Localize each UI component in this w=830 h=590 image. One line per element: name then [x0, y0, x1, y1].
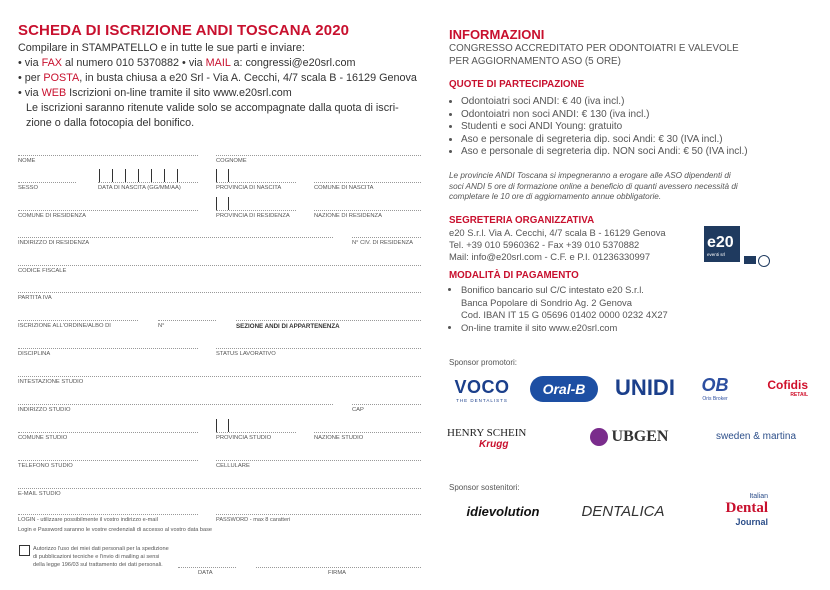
password-label: PASSWORD - max 8 caratteri: [216, 517, 291, 523]
nazione-studio-field[interactable]: [314, 432, 421, 433]
cap-label: CAP: [352, 407, 364, 413]
cofidis-logo: Cofidis RETAIL: [767, 378, 808, 398]
list-item: • On-line tramite il sito www.e20srl.com: [461, 322, 668, 335]
oralb-logo: Oral-B: [530, 376, 598, 402]
intro-fax-mail: • via FAX al numero 010 5370882 • via MAIL a: congressi@e20srl.com: [18, 57, 356, 69]
henryschein-logo: HENRY SCHEIN Krugg: [447, 426, 527, 450]
codice-fiscale-field[interactable]: [18, 265, 421, 266]
list-item: • Studenti e soci ANDI Young: gratuito: [461, 121, 748, 134]
form-title: SCHEDA DI ISCRIZIONE ANDI TOSCANA 2020: [18, 22, 350, 39]
dental-journal-logo: Italian Dental Journal: [725, 493, 768, 527]
status-label: STATUS LAVORATIVO: [216, 351, 276, 357]
numero-label: N°: [158, 323, 165, 329]
indirizzo-residenza-field[interactable]: [18, 237, 333, 238]
partita-iva-label: PARTITA IVA: [18, 295, 52, 301]
iscrizione-ordine-field[interactable]: [18, 320, 138, 321]
ubgen-logo: UBGEN: [578, 424, 680, 450]
telefono-label: TELEFONO STUDIO: [18, 463, 73, 469]
quote-title: QUOTE DI PARTECIPAZIONE: [449, 79, 585, 90]
iscrizione-ordine-label: ISCRIZIONE ALL'ORDINE/ALBO DI: [18, 323, 111, 329]
list-item: • Odontoiatri non soci ANDI: € 130 (iva incl.): [461, 109, 748, 122]
provincia-residenza-field[interactable]: [216, 210, 296, 211]
intestazione-studio-field[interactable]: [18, 376, 421, 377]
sweden-martina-logo: sweden & martina: [715, 430, 797, 442]
info-title: INFORMAZIONI: [449, 27, 545, 42]
indirizzo-studio-field[interactable]: [18, 404, 333, 405]
dentalica-logo: DENTALICA: [581, 502, 665, 520]
form-intro: [18, 41, 423, 131]
data-label: DATA: [198, 570, 213, 576]
provincia-residenza-label: PROVINCIA DI RESIDENZA: [216, 213, 290, 219]
login-label: LOGIN - utilizzare possibilmente il vostro indirizzo e-mail: [18, 517, 158, 523]
voco-logo: VOCO THE DENTALISTS: [454, 377, 510, 403]
cognome-field[interactable]: [216, 155, 421, 156]
comune-residenza-field[interactable]: [18, 210, 198, 211]
provincia-studio-label: PROVINCIA STUDIO: [216, 435, 272, 441]
badge-icon: [758, 255, 770, 267]
list-item: • Aso e personale di segreteria dip. NON soci Andi: € 50 (IVA incl.): [461, 146, 748, 159]
privacy-text: Autorizzo l'uso dei miei dati personali per la spedizione di pubblicazioni tecniche e l'invio di mailing ai sensi della legge 196/03 sul trattamento dei dati personali.: [33, 546, 169, 568]
disciplina-field[interactable]: [18, 348, 198, 349]
ubgen-icon: [590, 428, 608, 446]
login-field[interactable]: [18, 514, 198, 515]
list-item: • Aso e personale di segreteria dip. soci Andi: € 30 (IVA incl.): [461, 134, 748, 147]
list-item: • Odontoiatri soci ANDI: € 40 (iva incl.): [461, 96, 748, 109]
comune-nascita-label: COMUNE DI NASCITA: [314, 185, 374, 191]
email-field[interactable]: [18, 488, 421, 489]
intro-note: Le iscrizioni saranno ritenute valide solo se accompagnate dalla quota di iscri-: [26, 102, 399, 114]
nazione-residenza-label: NAZIONE DI RESIDENZA: [314, 213, 382, 219]
cognome-label: COGNOME: [216, 158, 247, 164]
nazione-residenza-field[interactable]: [314, 210, 421, 211]
cap-field[interactable]: [352, 404, 421, 405]
partita-iva-field[interactable]: [18, 292, 421, 293]
data-nascita-label: DATA DI NASCITA (GG/MM/AA): [98, 185, 181, 191]
nazione-studio-label: NAZIONE STUDIO: [314, 435, 364, 441]
nome-label: NOME: [18, 158, 36, 164]
intro-line: Compilare in STAMPATELLO e in tutte le sue parti e inviare:: [18, 42, 305, 54]
orisbroker-logo: OB Oris Broker: [701, 374, 729, 402]
e20-logo: e20 eventi srl: [704, 226, 740, 262]
email-label: E-MAIL STUDIO: [18, 491, 61, 497]
intro-web: • via WEB Iscrizioni on-line tramite il sito www.e20srl.com: [18, 87, 292, 99]
disciplina-label: DISCIPLINA: [18, 351, 51, 357]
provincia-nascita-label: PROVINCIA DI NASCITA: [216, 185, 282, 191]
pagamento-text: [449, 284, 668, 334]
comune-residenza-label: COMUNE DI RESIDENZA: [18, 213, 86, 219]
list-item: • Bonifico bancario sul C/C intestato e20 S.r.l. Banca Popolare di Sondrio Ag. 2 Genova Cod. IBAN IT 15 G 05696 01402 0000 0232 4X27: [461, 284, 668, 322]
status-field[interactable]: [216, 348, 421, 349]
numero-field[interactable]: [158, 320, 216, 321]
data-nascita-field[interactable]: [98, 182, 198, 183]
sponsor-promotori-label: Sponsor promotori:: [449, 358, 518, 367]
privacy-checkbox[interactable]: [19, 545, 30, 556]
data-field[interactable]: [178, 567, 236, 568]
login-note: Login e Password saranno le vostre credenziali di accesso al vostro data base: [18, 527, 213, 533]
info-subtitle: CONGRESSO ACCREDITATO PER ODONTOIATRI E VALEVOLE PER AGGIORNAMENTO ASO (5 ORE): [449, 43, 739, 67]
intestazione-studio-label: INTESTAZIONE STUDIO: [18, 379, 84, 385]
civico-label: N° CIV. DI RESIDENZA: [352, 240, 414, 246]
comune-studio-field[interactable]: [18, 432, 198, 433]
pagamento-title: MODALITÀ DI PAGAMENTO: [449, 270, 579, 281]
civico-field[interactable]: [352, 237, 421, 238]
provincia-studio-field[interactable]: [216, 432, 296, 433]
idievolution-logo: idievolution: [466, 503, 540, 519]
intro-post: • per POSTA, in busta chiusa a e20 Srl - Via A. Cecchi, 4/7 scala B - 16129 Genova: [18, 72, 417, 84]
nome-field[interactable]: [18, 155, 198, 156]
intro-note: zione o dalla fotocopia del bonifico.: [26, 117, 195, 129]
indirizzo-residenza-label: INDIRIZZO DI RESIDENZA: [18, 240, 90, 246]
cellulare-field[interactable]: [216, 460, 421, 461]
sezione-field[interactable]: [236, 320, 421, 321]
comune-studio-label: COMUNE STUDIO: [18, 435, 68, 441]
sponsor-sostenitori-label: Sponsor sostenitori:: [449, 483, 520, 492]
badge-icon: [744, 256, 756, 264]
unidi-logo: UNIDI: [615, 375, 675, 400]
cellulare-label: CELLULARE: [216, 463, 250, 469]
sezione-label: SEZIONE ANDI DI APPARTENENZA: [236, 323, 340, 330]
provincia-nascita-field[interactable]: [216, 182, 296, 183]
firma-field[interactable]: [256, 567, 421, 568]
segreteria-title: SEGRETERIA ORGANIZZATIVA: [449, 215, 595, 226]
aso-note: Le provincie ANDI Toscana si impegneranno a erogare alle ASO dipendenti di soci ANDI 5 ore di formazione online a beneficio di quanti avessero necessità di completare le 10 ore di aggiornamento annue obbligatorie.: [449, 171, 738, 201]
password-field[interactable]: [216, 514, 421, 515]
segreteria-text: e20 S.r.l. Via A. Cecchi, 4/7 scala B - 16129 Genova Tel. +39 010 5960362 - Fax +39 010 5370882 Mail: info@e20srl.com - C.F. e P.I. 01236330997: [449, 227, 666, 262]
firma-label: FIRMA: [328, 570, 347, 576]
sesso-label: SESSO: [18, 185, 38, 191]
quote-list: [449, 96, 748, 159]
sesso-field[interactable]: [18, 182, 76, 183]
telefono-field[interactable]: [18, 460, 198, 461]
codice-fiscale-label: CODICE FISCALE: [18, 268, 67, 274]
comune-nascita-field[interactable]: [314, 182, 421, 183]
indirizzo-studio-label: INDIRIZZO STUDIO: [18, 407, 71, 413]
